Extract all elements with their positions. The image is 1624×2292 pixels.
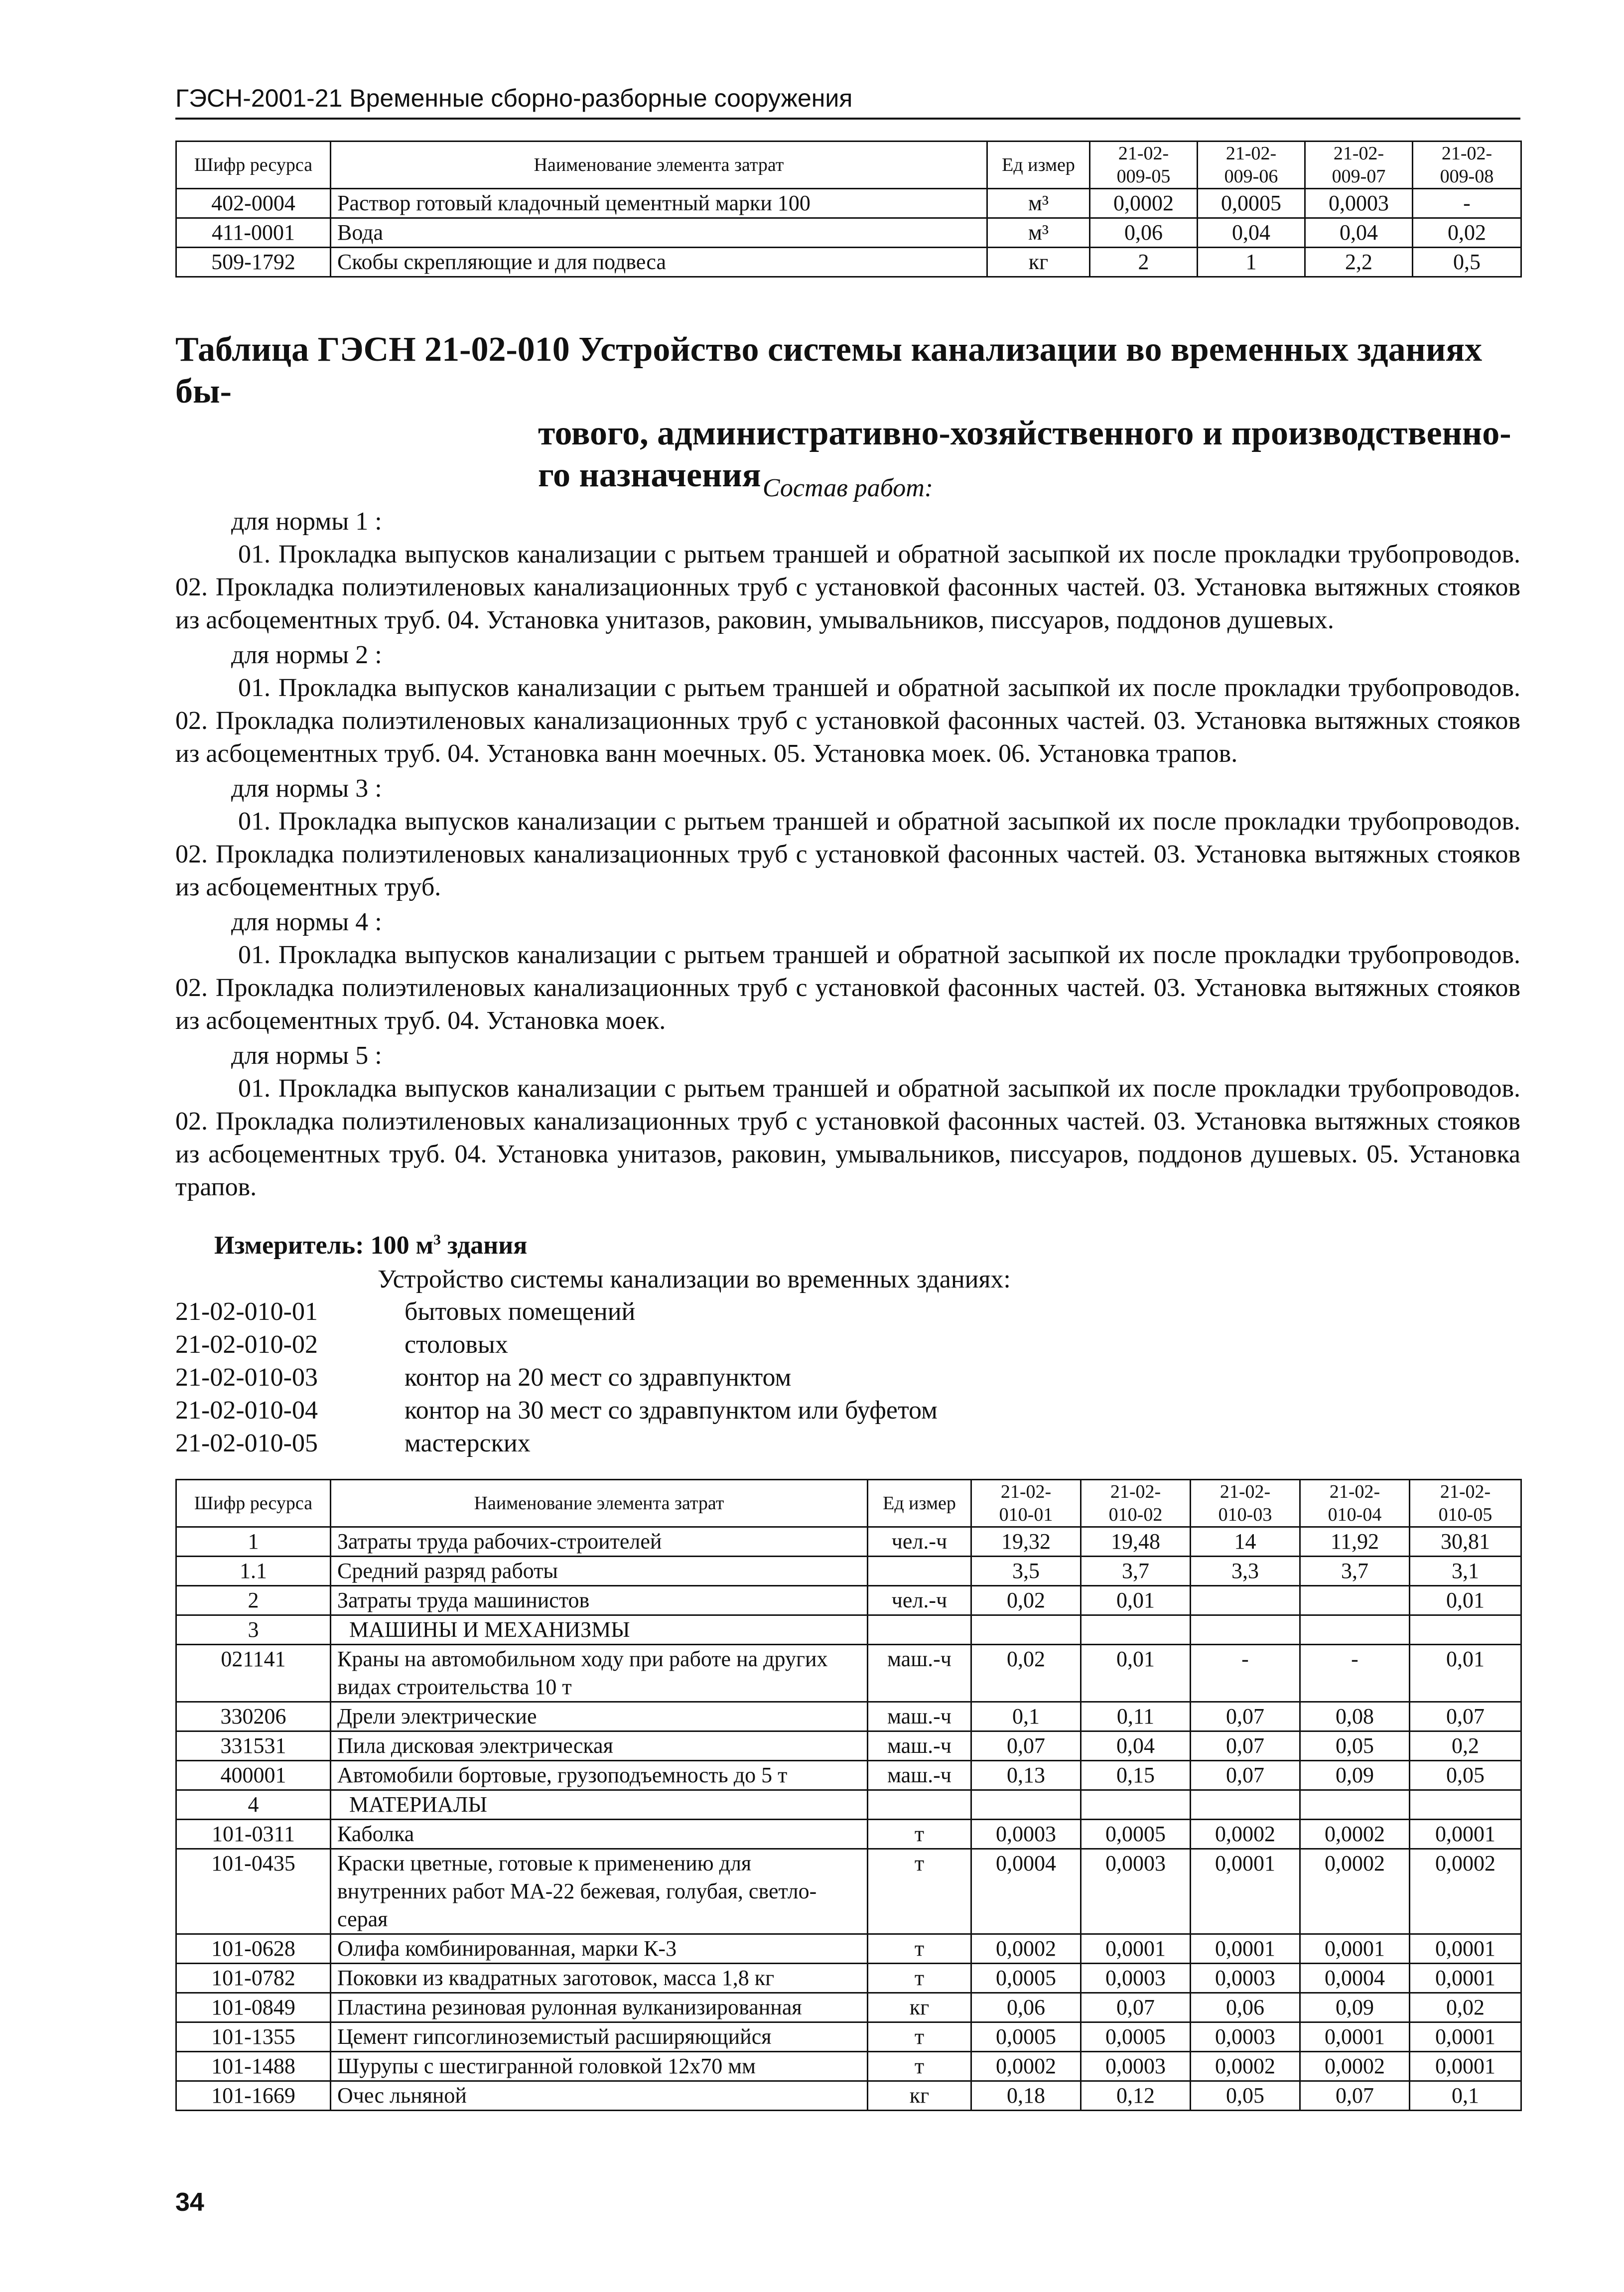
resource-name-cell: Цемент гипсоглиноземистый расширяющийся <box>331 2022 868 2052</box>
table-row <box>176 1527 1521 1557</box>
value-cell: 0,5 <box>1413 248 1521 277</box>
resource-name-cell: Затраты труда рабочих-строителей <box>331 1527 868 1557</box>
value-cell: 0,0002 <box>1191 2052 1300 2081</box>
value-cell: 0,0005 <box>1081 2022 1191 2052</box>
norm-label: для нормы 2 : <box>231 641 382 669</box>
value-cell: 0,06 <box>1191 1993 1300 2022</box>
measure-unit <box>214 1231 527 1260</box>
resource-code-cell: 101-0311 <box>176 1820 331 1849</box>
resource-name-cell: Раствор готовый кладочный цементный марки 100 <box>331 189 987 218</box>
header-rule <box>175 118 1520 120</box>
column-header: 21-02- 010-01 <box>971 1480 1081 1527</box>
unit-cell: кг <box>868 2081 971 2111</box>
norm-name: контор на 20 мест со здравпунктом <box>405 1363 792 1392</box>
resource-name-cell: МАТЕРИАЛЫ <box>331 1790 868 1820</box>
value-cell: 0,06 <box>1090 218 1198 248</box>
unit-cell: маш.-ч <box>868 1731 971 1761</box>
value-cell <box>971 1615 1081 1645</box>
value-cell: 0,07 <box>1191 1702 1300 1731</box>
measure-value: 100 $м^3$ здания <box>370 1231 528 1260</box>
resource-code-cell: 021141 <box>176 1645 331 1702</box>
unit-cell: кг <box>868 1993 971 2022</box>
value-cell: 0,13 <box>971 1761 1081 1790</box>
resource-name-cell: Каболка <box>331 1820 868 1849</box>
value-cell: 0,07 <box>971 1731 1081 1761</box>
value-cell: 0,07 <box>1191 1731 1300 1761</box>
value-cell: 0,06 <box>971 1993 1081 2022</box>
value-cell: 0,0002 <box>1090 189 1198 218</box>
value-cell: 0,2 <box>1410 1731 1521 1761</box>
resource-name-cell: Средний разряд работы <box>331 1557 868 1586</box>
value-cell: - <box>1191 1645 1300 1702</box>
table-row <box>176 1934 1521 1964</box>
resource-name-cell: Затраты труда машинистов <box>331 1586 868 1615</box>
table-row <box>176 1849 1521 1934</box>
value-cell: 0,0003 <box>1081 1964 1191 1993</box>
table-title-line: тового, административно-хозяйственного и производственно- <box>538 414 1511 452</box>
unit-cell: маш.-ч <box>868 1702 971 1731</box>
value-cell: 3,7 <box>1081 1557 1191 1586</box>
resource-name-cell: Автомобили бортовые, грузоподъемность до 5 т <box>331 1761 868 1790</box>
table-row <box>176 2081 1521 2111</box>
table-title-line: го назначения <box>538 456 761 494</box>
value-cell: 3,5 <box>971 1557 1081 1586</box>
resource-code-cell: 400001 <box>176 1761 331 1790</box>
table-row <box>176 1645 1521 1702</box>
value-cell: 0,0002 <box>971 2052 1081 2081</box>
norm-label: для нормы 5 : <box>231 1041 382 1070</box>
value-cell: 0,0001 <box>1191 1849 1300 1934</box>
value-cell: 0,01 <box>1081 1645 1191 1702</box>
value-cell <box>1300 1615 1410 1645</box>
value-cell: 0,0004 <box>1300 1964 1410 1993</box>
resource-name-cell: Краски цветные, готовые к применению для внутренних работ МА-22 бежевая, голубая, светло-серая <box>331 1849 868 1934</box>
norm-code-list <box>175 1295 938 1460</box>
value-cell: 0,0002 <box>1300 1849 1410 1934</box>
column-header: Наименование элемента затрат <box>331 1480 868 1527</box>
composition-heading: Состав работ: <box>762 474 934 502</box>
value-cell: 3,7 <box>1300 1557 1410 1586</box>
value-cell: 0,02 <box>971 1645 1081 1702</box>
value-cell: 0,0005 <box>1081 1820 1191 1849</box>
value-cell: - <box>1300 1645 1410 1702</box>
resource-code-cell: 101-0849 <box>176 1993 331 2022</box>
value-cell: 0,12 <box>1081 2081 1191 2111</box>
column-header: Шифр ресурса <box>176 1480 331 1527</box>
value-cell: 19,32 <box>971 1527 1081 1557</box>
norm-code-item <box>175 1394 938 1427</box>
resource-code-cell: 101-1488 <box>176 2052 331 2081</box>
value-cell: 0,0001 <box>1410 1820 1521 1849</box>
unit-cell: чел.-ч <box>868 1586 971 1615</box>
column-header: Шифр ресурса <box>176 142 331 189</box>
norm-code-item <box>175 1328 938 1361</box>
value-cell: 3,1 <box>1410 1557 1521 1586</box>
value-cell: 0,08 <box>1300 1702 1410 1731</box>
norm-description: 01. Прокладка выпусков канализации с рытьем траншей и обратной засыпкой их после прокладки трубопроводов. 02. Прокладка полиэтиленовых канализационных труб с установкой фасонных частей. 03. Установка вытяжных стояков из асбоцементных труб. 04. Установка унитазов, раковин, умывальников, писсуаров, поддонов душевых. <box>175 540 1520 634</box>
column-header: Ед измер <box>987 142 1090 189</box>
unit-cell: т <box>868 2052 971 2081</box>
value-cell: 0,07 <box>1081 1993 1191 2022</box>
value-cell: 0,0003 <box>1081 1849 1191 1934</box>
value-cell: 19,48 <box>1081 1527 1191 1557</box>
value-cell <box>971 1790 1081 1820</box>
value-cell: 0,01 <box>1410 1586 1521 1615</box>
value-cell <box>1191 1790 1300 1820</box>
resource-name-cell: Краны на автомобильном ходу при работе на других видах строительства 10 т <box>331 1645 868 1702</box>
value-cell: 0,0001 <box>1410 2022 1521 2052</box>
norm-label: для нормы 3 : <box>231 774 382 803</box>
column-header: 21-02- 010-02 <box>1081 1480 1191 1527</box>
column-header: Ед измер <box>868 1480 971 1527</box>
work-composition <box>175 503 1520 1204</box>
value-cell: 0,18 <box>971 2081 1081 2111</box>
table-row <box>176 1615 1521 1645</box>
unit-cell: т <box>868 1849 971 1934</box>
value-cell: 0,0003 <box>971 1820 1081 1849</box>
value-cell: 0,0003 <box>1191 2022 1300 2052</box>
value-cell: 0,0005 <box>971 2022 1081 2052</box>
value-cell: 0,07 <box>1410 1702 1521 1731</box>
page-number: 34 <box>175 2188 204 2217</box>
resource-code-cell: 101-1355 <box>176 2022 331 2052</box>
value-cell: 14 <box>1191 1527 1300 1557</box>
norm-code: 21-02-010-01 <box>175 1297 318 1326</box>
resource-code-cell: 402-0004 <box>176 189 331 218</box>
value-cell: 0,0001 <box>1081 1934 1191 1964</box>
norm-name: мастерских <box>405 1429 531 1457</box>
norm-label: для нормы 1 : <box>231 507 382 536</box>
value-cell: 0,0001 <box>1410 2052 1521 2081</box>
resource-code-cell: 509-1792 <box>176 248 331 277</box>
value-cell: 0,02 <box>1410 1993 1521 2022</box>
resource-name-cell: Вода <box>331 218 987 248</box>
value-cell: 0,09 <box>1300 1993 1410 2022</box>
unit-cell: т <box>868 1820 971 1849</box>
value-cell <box>1410 1790 1521 1820</box>
resource-name-cell: Скобы скрепляющие и для подвеса <box>331 248 987 277</box>
column-header: 21-02- 010-05 <box>1410 1480 1521 1527</box>
unit-cell: м³ <box>987 189 1090 218</box>
value-cell <box>1081 1790 1191 1820</box>
value-cell <box>1300 1586 1410 1615</box>
value-cell: 2 <box>1090 248 1198 277</box>
table-row <box>176 1993 1521 2022</box>
resource-code-cell: 330206 <box>176 1702 331 1731</box>
value-cell: 0,0001 <box>1410 1964 1521 1993</box>
norm-label: для нормы 4 : <box>231 908 382 936</box>
value-cell <box>1081 1615 1191 1645</box>
value-cell <box>1410 1615 1521 1645</box>
value-cell: 0,05 <box>1410 1761 1521 1790</box>
resource-code-cell: 1.1 <box>176 1557 331 1586</box>
value-cell: 30,81 <box>1410 1527 1521 1557</box>
value-cell: 0,0003 <box>1081 2052 1191 2081</box>
table-row <box>176 1731 1521 1761</box>
norm-description: 01. Прокладка выпусков канализации с рытьем траншей и обратной засыпкой их после прокладки трубопроводов. 02. Прокладка полиэтиленовых канализационных труб с установкой фасонных частей. 03. Установка вытяжных стояков из асбоцементных труб. 04. Установка ванн моечных. 05. Установка моек. 06. Установка трапов. <box>175 674 1520 768</box>
value-cell: 0,0001 <box>1191 1934 1300 1964</box>
table-row <box>176 1790 1521 1820</box>
unit-cell: т <box>868 2022 971 2052</box>
value-cell: 0,02 <box>971 1586 1081 1615</box>
value-cell: 0,01 <box>1410 1645 1521 1702</box>
resource-name-cell: Олифа комбинированная, марки К-3 <box>331 1934 868 1964</box>
resource-code-cell: 101-0435 <box>176 1849 331 1934</box>
unit-cell: маш.-ч <box>868 1761 971 1790</box>
value-cell <box>1191 1615 1300 1645</box>
table-row <box>176 248 1521 277</box>
value-cell: 0,04 <box>1081 1731 1191 1761</box>
value-cell: 0,0002 <box>1410 1849 1521 1934</box>
table-header-row <box>176 1480 1521 1527</box>
table-row <box>176 1557 1521 1586</box>
unit-cell: т <box>868 1934 971 1964</box>
value-cell: 0,07 <box>1300 2081 1410 2111</box>
resource-code-cell: 3 <box>176 1615 331 1645</box>
resource-code-cell: 411-0001 <box>176 218 331 248</box>
table-header-row <box>176 142 1521 189</box>
device-intro: Устройство системы канализации во временных зданиях: <box>378 1265 1011 1293</box>
unit-cell: чел.-ч <box>868 1527 971 1557</box>
table-title <box>175 329 1520 496</box>
resource-code-cell: 101-0628 <box>176 1934 331 1964</box>
norm-code: 21-02-010-04 <box>175 1396 318 1425</box>
value-cell: 0,0002 <box>971 1934 1081 1964</box>
column-header: 21-02- 009-05 <box>1090 142 1198 189</box>
column-header: Наименование элемента затрат <box>331 142 987 189</box>
value-cell: 1 <box>1198 248 1305 277</box>
norm-code-item <box>175 1427 938 1460</box>
measure-label: Измеритель: <box>214 1231 364 1260</box>
value-cell: 0,1 <box>971 1702 1081 1731</box>
resource-code-cell: 1 <box>176 1527 331 1557</box>
table-row <box>176 218 1521 248</box>
value-cell: 0,0001 <box>1410 1934 1521 1964</box>
value-cell <box>1191 1586 1300 1615</box>
table-row <box>176 1702 1521 1731</box>
resource-code-cell: 101-0782 <box>176 1964 331 1993</box>
resource-name-cell: Очес льняной <box>331 2081 868 2111</box>
column-header: 21-02- 010-03 <box>1191 1480 1300 1527</box>
value-cell: 0,0002 <box>1300 1820 1410 1849</box>
resource-code-cell: 101-1669 <box>176 2081 331 2111</box>
value-cell: 0,11 <box>1081 1702 1191 1731</box>
value-cell: 0,15 <box>1081 1761 1191 1790</box>
value-cell: 0,04 <box>1198 218 1305 248</box>
unit-cell <box>868 1615 971 1645</box>
norm-description: 01. Прокладка выпусков канализации с рытьем траншей и обратной засыпкой их после прокладки трубопроводов. 02. Прокладка полиэтиленовых канализационных труб с установкой фасонных частей. 03. Установка вытяжных стояков из асбоцементных труб. 04. Установка моек. <box>175 941 1520 1035</box>
value-cell: - <box>1413 189 1521 218</box>
value-cell: 0,0002 <box>1300 2052 1410 2081</box>
value-cell: 0,07 <box>1191 1761 1300 1790</box>
resource-code-cell: 2 <box>176 1586 331 1615</box>
table-row <box>176 1820 1521 1849</box>
norm-description: 01. Прокладка выпусков канализации с рытьем траншей и обратной засыпкой их после прокладки трубопроводов. 02. Прокладка полиэтиленовых канализационных труб с установкой фасонных частей. 03. Установка вытяжных стояков из асбоцементных труб. 04. Установка унитазов, раковин, умывальников, писсуаров, поддонов душевых. 05. Установка трапов. <box>175 1074 1520 1201</box>
unit-cell <box>868 1790 971 1820</box>
resource-code-cell: 331531 <box>176 1731 331 1761</box>
resource-table-009 <box>175 141 1522 278</box>
norm-code: 21-02-010-02 <box>175 1330 318 1359</box>
resource-name-cell: Пластина резиновая рулонная вулканизированная <box>331 1993 868 2022</box>
value-cell: 0,0001 <box>1300 1934 1410 1964</box>
column-header: 21-02- 010-04 <box>1300 1480 1410 1527</box>
resource-name-cell: Поковки из квадратных заготовок, масса 1,8 кг <box>331 1964 868 1993</box>
value-cell: 0,02 <box>1413 218 1521 248</box>
resource-name-cell: МАШИНЫ И МЕХАНИЗМЫ <box>331 1615 868 1645</box>
table-row <box>176 189 1521 218</box>
value-cell: 0,0003 <box>1191 1964 1300 1993</box>
value-cell: 0,0003 <box>1305 189 1413 218</box>
value-cell: 0,01 <box>1081 1586 1191 1615</box>
resource-name-cell: Дрели электрические <box>331 1702 868 1731</box>
value-cell: 0,0005 <box>971 1964 1081 1993</box>
value-cell <box>1300 1790 1410 1820</box>
value-cell: 0,0001 <box>1300 2022 1410 2052</box>
value-cell: 0,1 <box>1410 2081 1521 2111</box>
resource-name-cell: Шурупы с шестигранной головкой 12х70 мм <box>331 2052 868 2081</box>
running-header: ГЭСН-2001-21 Временные сборно-разборные сооружения <box>175 84 853 112</box>
table-row <box>176 2022 1521 2052</box>
norm-code-item <box>175 1361 938 1394</box>
column-header: 21-02- 009-06 <box>1198 142 1305 189</box>
norm-code: 21-02-010-05 <box>175 1429 318 1457</box>
value-cell: 0,05 <box>1300 1731 1410 1761</box>
value-cell: 0,09 <box>1300 1761 1410 1790</box>
value-cell: 2,2 <box>1305 248 1413 277</box>
value-cell: 0,05 <box>1191 2081 1300 2111</box>
value-cell: 11,92 <box>1300 1527 1410 1557</box>
table-row <box>176 1964 1521 1993</box>
table-row <box>176 1761 1521 1790</box>
value-cell: 0,04 <box>1305 218 1413 248</box>
norm-name: бытовых помещений <box>405 1297 636 1326</box>
unit-cell <box>868 1557 971 1586</box>
unit-cell: маш.-ч <box>868 1645 971 1702</box>
norm-name: столовых <box>405 1330 508 1359</box>
norm-code-item <box>175 1295 938 1328</box>
value-cell: 0,0005 <box>1198 189 1305 218</box>
column-header: 21-02- 009-08 <box>1413 142 1521 189</box>
value-cell: 0,0004 <box>971 1849 1081 1934</box>
unit-cell: кг <box>987 248 1090 277</box>
unit-cell: м³ <box>987 218 1090 248</box>
table-row <box>176 2052 1521 2081</box>
resource-code-cell: 4 <box>176 1790 331 1820</box>
resource-name-cell: Пила дисковая электрическая <box>331 1731 868 1761</box>
unit-cell: т <box>868 1964 971 1993</box>
table-title-line: Таблица ГЭСН 21-02-010 Устройство системы канализации во временных зданиях бы- <box>175 330 1483 411</box>
table-row <box>176 1586 1521 1615</box>
norm-code: 21-02-010-03 <box>175 1363 318 1392</box>
value-cell: 3,3 <box>1191 1557 1300 1586</box>
norm-description: 01. Прокладка выпусков канализации с рытьем траншей и обратной засыпкой их после прокладки трубопроводов. 02. Прокладка полиэтиленовых канализационных труб с установкой фасонных частей. 03. Установка вытяжных стояков из асбоцементных труб. <box>175 807 1520 901</box>
column-header: 21-02- 009-07 <box>1305 142 1413 189</box>
value-cell: 0,0002 <box>1191 1820 1300 1849</box>
resource-table-010 <box>175 1479 1522 2111</box>
norm-name: контор на 30 мест со здравпунктом или буфетом <box>405 1396 938 1425</box>
